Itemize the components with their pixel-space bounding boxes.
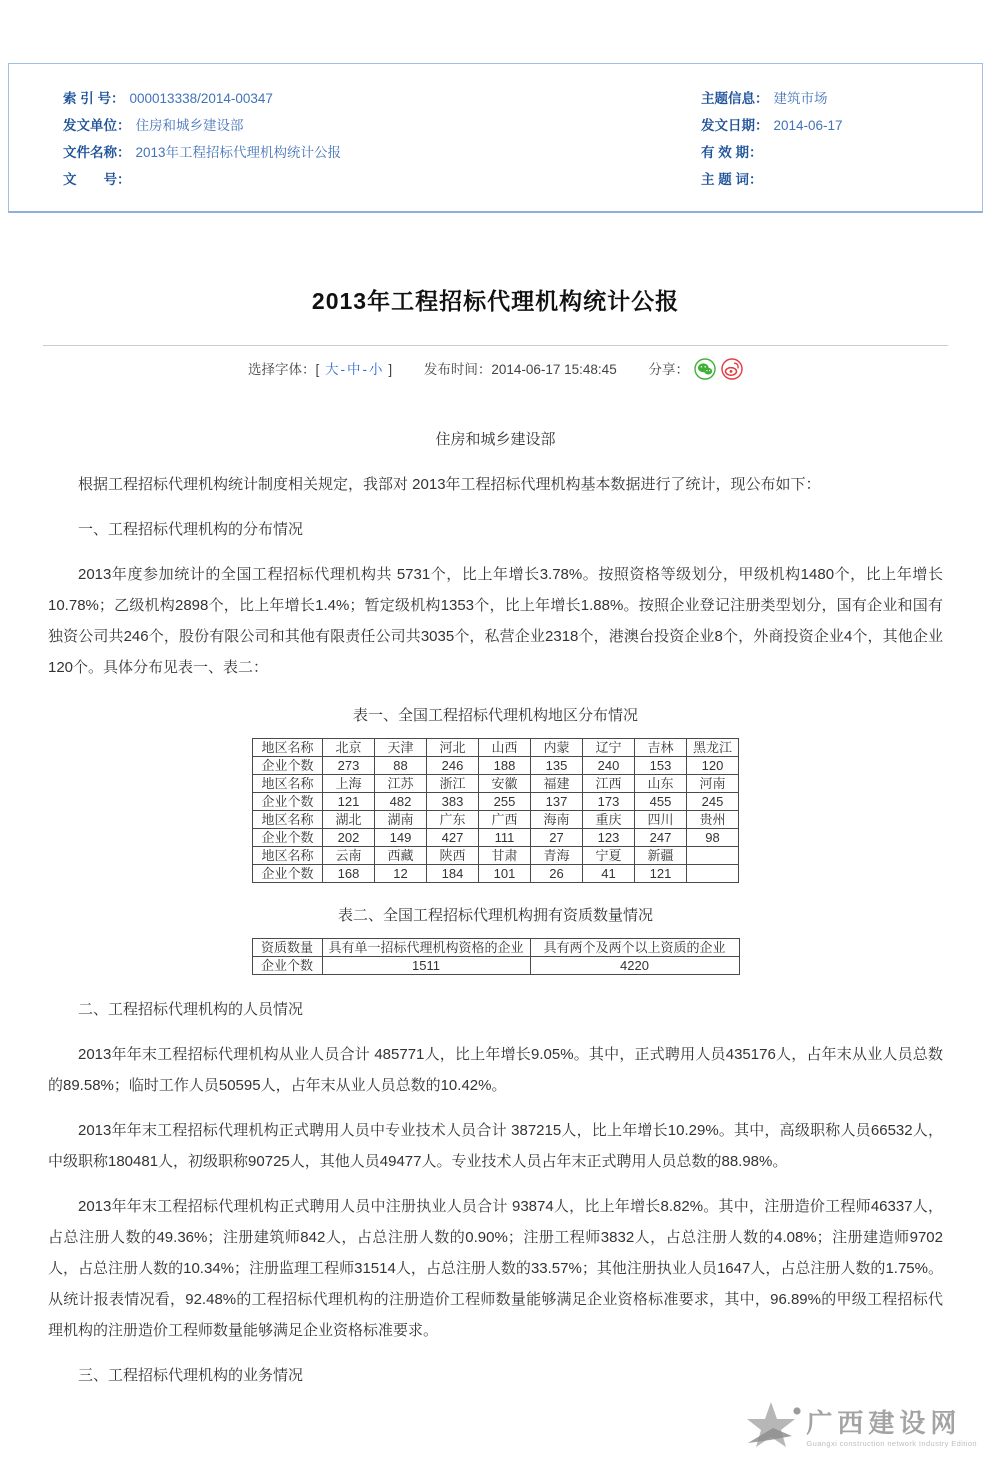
table-cell: 山西 [479, 739, 531, 757]
weibo-share-icon[interactable] [721, 358, 743, 389]
font-size-small-link[interactable]: 小 [369, 362, 383, 377]
table-cell [687, 865, 739, 883]
table-2-caption: 表二、全国工程招标代理机构拥有资质数量情况 [337, 907, 653, 924]
info-field-value: 建筑市场 [773, 91, 828, 106]
table-cell: 168 [323, 865, 375, 883]
table-cell: 天津 [375, 739, 427, 757]
table-cell: 111 [479, 829, 531, 847]
table-row [253, 757, 739, 775]
info-field-label: 文件名称： [63, 145, 131, 160]
intro-paragraph: 根据工程招标代理机构统计制度相关规定，我部对 2013年工程招标代理机构基本数据进行了统计，现公布如下： [78, 476, 821, 493]
section-2-paragraph-3: 2013年年末工程招标代理机构正式聘用人员中注册执业人员合计 93874人，比上年增长8.82%。其中，注册造价工程师46337人，占总注册人数的49.36%；注册建筑师842人，占总注册人数的0.90%；注册工程师3832人，占总注册人数的4.08%；注册建造师9702人，占总注册人数的10.34%；注册监理工程师31514人，占总注册人数的33.57%；其他注册执业人员1647人，占总注册人数的1.75%。从统计报表情况看，92.48%的工程招标代理机构的注册造价工程师数量能够满足企业资格标准要求，其中，96.89%的甲级工程招标代理机构的注册造价工程师数量能够满足企业资格标准要求。 [48, 1198, 943, 1339]
table-cell: 202 [323, 829, 375, 847]
table-cell: 河北 [427, 739, 479, 757]
table-cell: 地区名称 [253, 847, 323, 865]
page-title: 2013年工程招标代理机构统计公报 [311, 288, 680, 314]
table-cell: 153 [635, 757, 687, 775]
table-cell: 上海 [323, 775, 375, 793]
table-cell: 247 [635, 829, 687, 847]
table-cell: 12 [375, 865, 427, 883]
table-cell: 383 [427, 793, 479, 811]
info-panel-right-column [701, 85, 982, 211]
table-cell: 河南 [687, 775, 739, 793]
share-label: 分享： [648, 362, 689, 377]
table-cell: 黑龙江 [687, 739, 739, 757]
table-cell: 41 [583, 865, 635, 883]
watermark-site-name: 广西建设网 [806, 1409, 962, 1438]
info-field-index-number [63, 85, 701, 112]
table-cell: 188 [479, 757, 531, 775]
table-row [253, 847, 739, 865]
table-cell: 广西 [479, 811, 531, 829]
section-2-paragraph-1: 2013年年末工程招标代理机构从业人员合计 485771人，比上年增长9.05%。其中，正式聘用人员435176人，占年末从业人员总数的89.58%；临时工作人员50595人，占年末从业人员总数的10.42%。 [48, 1046, 943, 1094]
table-cell: 27 [531, 829, 583, 847]
section-1-paragraph: 2013年度参加统计的全国工程招标代理机构共 5731个，比上年增长3.78%。按照资格等级划分，甲级机构1480个，比上年增长10.78%；乙级机构2898个，比上年增长1.4%；暂定级机构1353个，比上年增长1.88%。按照企业登记注册类型划分，国有企业和国有独资公司共246个，股份有限公司和其他有限责任公司共3035个，私营企业2318个，港澳台投资企业8个，外商投资企业4个，其他企业120个。具体分布见表一、表二： [48, 566, 943, 676]
table-cell: 广东 [427, 811, 479, 829]
table-row [253, 775, 739, 793]
table-row [253, 739, 739, 757]
table-cell: 135 [531, 757, 583, 775]
publish-time-group [424, 362, 621, 377]
section-2-paragraph-2: 2013年年末工程招标代理机构正式聘用人员中专业技术人员合计 387215人，比上年增长10.29%。其中，高级职称人员66532人，中级职称180481人，初级职称90725人，其他人员49477人。专业技术人员占年末正式聘用人员总数的88.98%。 [48, 1122, 943, 1170]
section-3-heading: 三、工程招标代理机构的业务情况 [78, 1367, 304, 1384]
table-cell: 26 [531, 865, 583, 883]
table-cell: 88 [375, 757, 427, 775]
table-cell: 湖北 [323, 811, 375, 829]
star-logo-icon [740, 1399, 802, 1460]
table-cell: 98 [687, 829, 739, 847]
wechat-share-icon[interactable] [694, 358, 716, 389]
table-row [253, 865, 739, 883]
table-cell: 184 [427, 865, 479, 883]
table-cell: 地区名称 [253, 811, 323, 829]
font-size-separator: - [362, 362, 368, 377]
font-size-selector [248, 362, 396, 377]
table-row [253, 829, 739, 847]
table-cell: 贵州 [687, 811, 739, 829]
article-body [48, 424, 943, 1391]
font-selector-label: 选择字体： [248, 362, 316, 377]
table-row [253, 811, 739, 829]
table-cell: 149 [375, 829, 427, 847]
section-1-heading: 一、工程招标代理机构的分布情况 [78, 521, 304, 538]
table-cell: 1511 [322, 957, 530, 975]
font-size-separator: - [340, 362, 346, 377]
table-cell: 101 [479, 865, 531, 883]
table-cell: 四川 [635, 811, 687, 829]
table-cell: 地区名称 [253, 775, 323, 793]
table-cell: 甘肃 [479, 847, 531, 865]
table-cell: 455 [635, 793, 687, 811]
table-cell: 企业个数 [253, 865, 323, 883]
table-row [253, 793, 739, 811]
table-cell: 北京 [323, 739, 375, 757]
table-cell: 陕西 [427, 847, 479, 865]
qualification-count-table [252, 938, 740, 975]
table-cell: 江西 [583, 775, 635, 793]
table-cell: 137 [531, 793, 583, 811]
table-cell: 4220 [530, 957, 739, 975]
table-cell: 427 [427, 829, 479, 847]
watermark-text [806, 1411, 977, 1448]
info-field-value: 000013338/2014-00347 [129, 91, 273, 106]
table-cell: 宁夏 [583, 847, 635, 865]
table-cell: 山东 [635, 775, 687, 793]
info-field-label: 索 引 号： [63, 91, 125, 106]
share-group [648, 362, 743, 377]
table-cell: 120 [687, 757, 739, 775]
issuing-agency-line: 住房和城乡建设部 [435, 431, 556, 448]
publish-time-label: 发布时间： [423, 362, 492, 377]
font-size-large-link[interactable]: 大 [325, 362, 339, 377]
section-2-heading: 二、工程招标代理机构的人员情况 [78, 1001, 304, 1018]
info-field-label: 文 号： [63, 172, 131, 187]
table-cell: 资质数量 [252, 939, 322, 957]
table-cell: 地区名称 [253, 739, 323, 757]
table-cell: 246 [427, 757, 479, 775]
table-cell: 辽宁 [583, 739, 635, 757]
info-field-label: 主题信息： [701, 91, 769, 106]
info-field-value: 2014-06-17 [773, 118, 843, 133]
table-cell: 新疆 [635, 847, 687, 865]
info-field-issuing-unit [63, 112, 701, 139]
info-field-label: 发文单位： [63, 118, 131, 133]
table-row [252, 939, 739, 957]
table-cell: 江苏 [375, 775, 427, 793]
info-field-issue-date [701, 112, 982, 139]
info-field-label: 主 题 词： [701, 172, 763, 187]
table-cell: 海南 [531, 811, 583, 829]
table-cell: 云南 [323, 847, 375, 865]
bracket-open: [ [315, 362, 320, 377]
info-field-value: 住房和城乡建设部 [135, 118, 244, 133]
table-cell: 内蒙 [531, 739, 583, 757]
info-panel-left-column [9, 85, 701, 211]
font-size-medium-link[interactable]: 中 [347, 362, 361, 377]
table-cell: 企业个数 [252, 957, 322, 975]
info-field-document-name [63, 139, 701, 166]
table-cell: 123 [583, 829, 635, 847]
table-cell: 浙江 [427, 775, 479, 793]
table-cell: 121 [323, 793, 375, 811]
table-cell: 西藏 [375, 847, 427, 865]
table-cell: 具有两个及两个以上资质的企业 [530, 939, 739, 957]
table-cell: 240 [583, 757, 635, 775]
table-cell: 273 [323, 757, 375, 775]
table-cell: 245 [687, 793, 739, 811]
table-cell: 企业个数 [253, 829, 323, 847]
table-cell [687, 847, 739, 865]
info-field-keywords [701, 166, 982, 193]
table-cell: 福建 [531, 775, 583, 793]
info-field-label: 发文日期： [701, 118, 769, 133]
title-divider [43, 345, 948, 346]
table-cell: 255 [479, 793, 531, 811]
watermark-tagline: Guangxi construction network Industry Edition [806, 1439, 977, 1448]
table-1-caption: 表一、全国工程招标代理机构地区分布情况 [352, 707, 638, 724]
table-cell: 青海 [531, 847, 583, 865]
table-cell: 企业个数 [253, 757, 323, 775]
table-cell: 173 [583, 793, 635, 811]
bracket-close: ] [388, 362, 393, 377]
table-cell: 121 [635, 865, 687, 883]
site-watermark [740, 1399, 977, 1460]
document-info-panel [8, 63, 983, 213]
publish-time-value: 2014-06-17 15:48:45 [491, 362, 617, 377]
table-cell: 企业个数 [253, 793, 323, 811]
table-cell: 安徽 [479, 775, 531, 793]
info-field-label: 有 效 期： [701, 145, 763, 160]
article-toolbar [0, 357, 991, 383]
table-cell: 重庆 [583, 811, 635, 829]
table-cell: 吉林 [635, 739, 687, 757]
table-cell: 具有单一招标代理机构资格的企业 [322, 939, 530, 957]
table-cell: 湖南 [375, 811, 427, 829]
table-cell: 482 [375, 793, 427, 811]
region-distribution-table [252, 738, 739, 883]
info-field-validity [701, 139, 982, 166]
info-field-value: 2013年工程招标代理机构统计公报 [135, 145, 342, 160]
table-row [252, 957, 739, 975]
info-field-document-number [63, 166, 701, 193]
info-field-topic-info [701, 85, 982, 112]
